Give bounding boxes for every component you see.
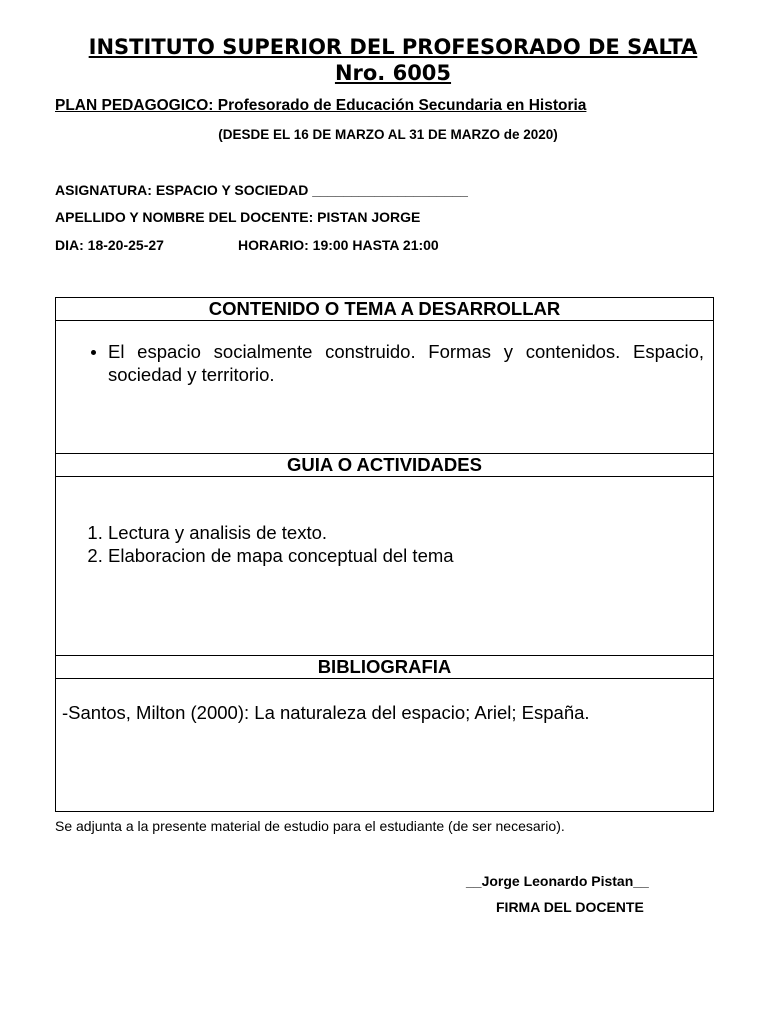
material-note: Se adjunta a la presente material de estudio para el estudiante (de ser necesario). [55,818,565,834]
institute-name: INSTITUTO SUPERIOR DEL PROFESORADO DE SALTA [88,35,698,59]
contenido-header: CONTENIDO O TEMA A DESARROLLAR [56,298,714,321]
asignatura-line: ASIGNATURA: ESPACIO Y SOCIEDAD ____________________ [55,182,468,198]
list-item: 2. Elaboracion de mapa conceptual del tema [108,544,713,567]
guia-list [56,521,713,567]
bibliografia-cell [56,679,714,812]
document-title [40,34,746,86]
date-range: (DESDE EL 16 DE MARZO AL 31 DE MARZO de 2020) [218,127,558,142]
guia-header: GUIA O ACTIVIDADES [56,454,714,477]
institute-number: Nro. 6005 [334,61,452,85]
horario-line: HORARIO: 19:00 HASTA 21:00 [238,237,439,253]
plan-title: PLAN PEDAGOGICO: Profesorado de Educación Secundaria en Historia [55,97,587,114]
guia-cell [56,477,714,656]
contenido-cell [56,321,714,454]
docente-line: APELLIDO Y NOMBRE DEL DOCENTE: PISTAN JORGE [55,209,421,225]
list-item: 1. Lectura y analisis de texto. [108,521,713,544]
plan-table [55,297,714,812]
contenido-list [56,340,704,386]
bibliografia-entry: -Santos, Milton (2000): La naturaleza del espacio; Ariel; España. [62,702,590,723]
signature-name: __Jorge Leonardo Pistan__ [466,873,649,889]
signature-label: FIRMA DEL DOCENTE [496,899,644,915]
bibliografia-header: BIBLIOGRAFIA [56,656,714,679]
dia-line: DIA: 18-20-25-27 [55,237,164,253]
list-item: • El espacio socialmente construido. Formas y contenidos. Espacio, sociedad y territorio. [108,340,704,386]
